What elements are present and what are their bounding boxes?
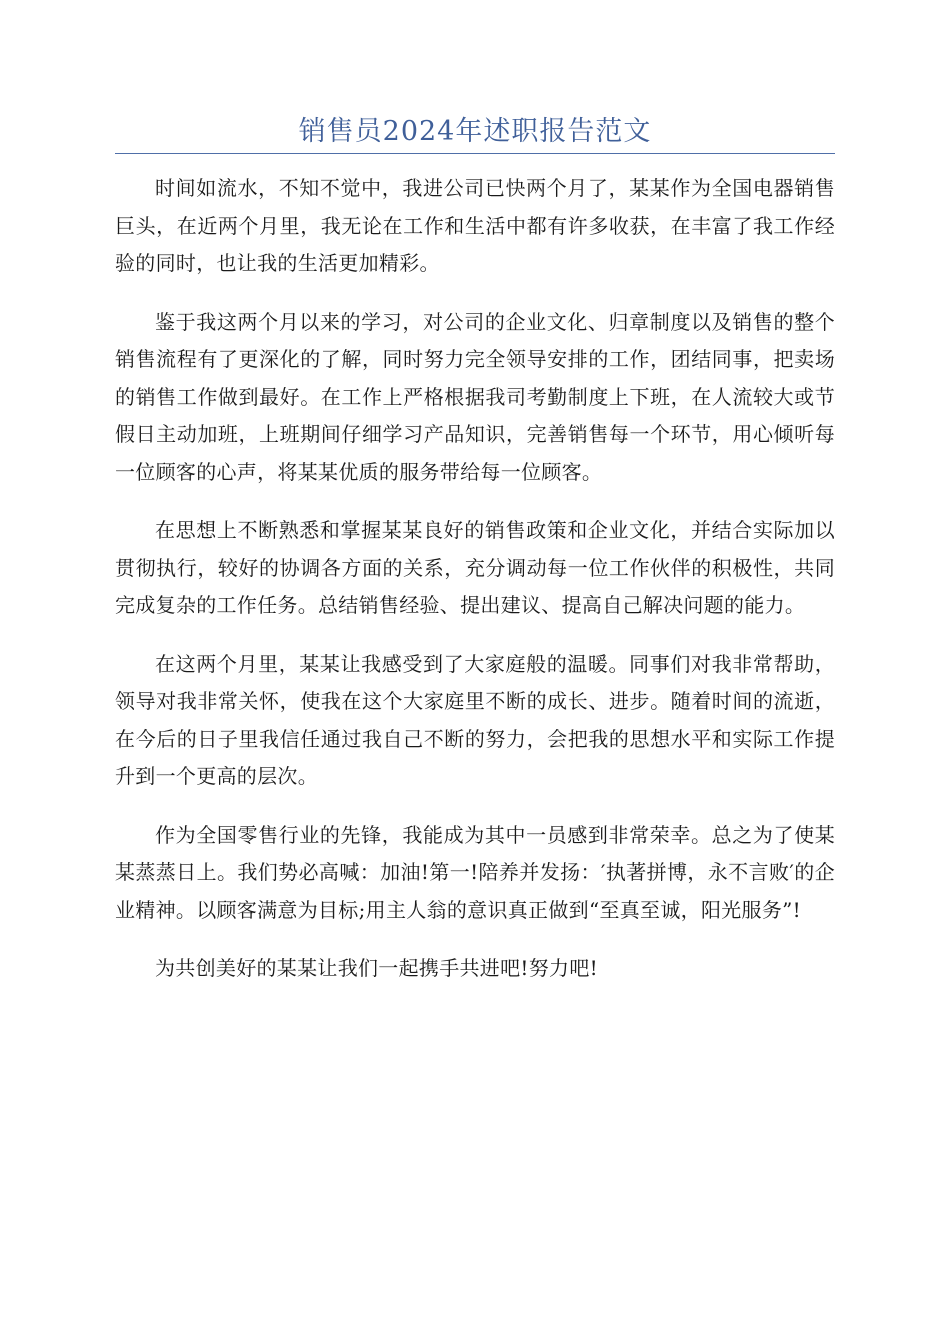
paragraph-1: 时间如流水，不知不觉中，我进公司已快两个月了，某某作为全国电器销售巨头，在近两个月里，我无论在工作和生活中都有许多收获，在丰富了我工作经验的同时，也让我的生活更加精彩。	[115, 176, 835, 275]
title-underline	[115, 153, 835, 154]
document-body	[115, 170, 835, 1009]
document-title: 销售员2024年述职报告范文	[298, 116, 652, 147]
paragraph-6: 为共创美好的某某让我们一起携手共进吧!努力吧!	[155, 956, 598, 980]
paragraph-4: 在这两个月里，某某让我感受到了大家庭般的温暖。同事们对我非常帮助，领导对我非常关怀，使我在这个大家庭里不断的成长、进步。随着时间的流逝，在今后的日子里我信任通过我自己不断的努力，会把我的思想水平和实际工作提升到一个更高的层次。	[115, 651, 835, 788]
paragraph-3: 在思想上不断熟悉和掌握某某良好的销售政策和企业文化，并结合实际加以贯彻执行，较好的协调各方面的关系，充分调动每一位工作伙伴的积极性，共同完成复杂的工作任务。总结销售经验、提出建议、提高自己解决问题的能力。	[115, 518, 835, 617]
paragraph-2: 鉴于我这两个月以来的学习，对公司的企业文化、归章制度以及销售的整个销售流程有了更深化的了解，同时努力完全领导安排的工作，团结同事，把卖场的销售工作做到最好。在工作上严格根据我司考勤制度上下班，在人流较大或节假日主动加班，上班期间仔细学习产品知识，完善销售每一个环节，用心倾听每一位顾客的心声，将某某优质的服务带给每一位顾客。	[115, 309, 835, 484]
paragraph-5: 作为全国零售行业的先锋，我能成为其中一员感到非常荣幸。总之为了使某某蒸蒸日上。我们势必高喊：加油!第一!陪养并发扬：′执著拼博，永不言败′的企业精神。以顾客满意为目标;用主人翁的意识真正做到“至真至诚，阳光服务”!	[115, 822, 835, 922]
